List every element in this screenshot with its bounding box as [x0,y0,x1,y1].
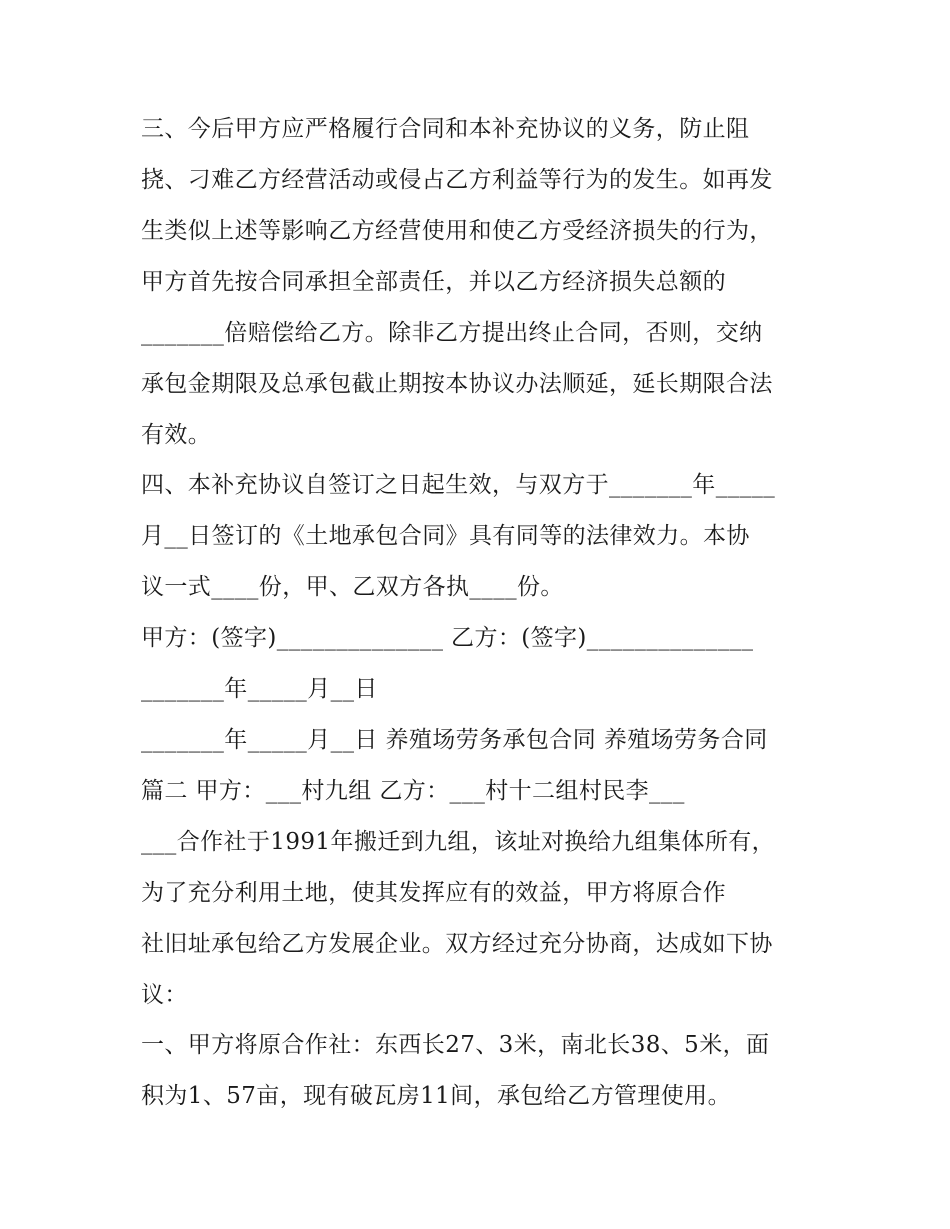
text-line: 为了充分利用土地，使其发挥应有的效益，甲方将原合作 [141,880,726,906]
text-line: _______倍赔偿给乙方。除非乙方提出终止合同，否则，交纳 [141,320,763,346]
date-line: _______年_____月__日 [141,676,378,702]
text-line: 积为1、57亩，现有破瓦房11间，承包给乙方管理使用。 [141,1083,731,1109]
text-line: 篇二 甲方：___村九组 乙方：___村十二组村民李___ [141,778,685,804]
text-line: 有效。 [141,422,212,448]
text-line: 社旧址承包给乙方发展企业。双方经过充分协商，达成如下协 [141,931,773,957]
text-line: 议一式____份，甲、乙双方各执____份。 [141,574,564,600]
text-line: ___合作社于1991年搬迁到九组，该址对换给九组集体所有， [141,829,776,855]
text-line: 一、甲方将原合作社：东西长27、3米，南北长38、5米，面 [141,1032,770,1058]
text-line: 承包金期限及总承包截止期按本协议办法顺延，延长期限合法 [141,371,773,397]
text-line: 三、今后甲方应严格履行合同和本补充协议的义务，防止阻 [141,116,750,142]
text-line: _______年_____月__日 养殖场劳务承包合同 养殖场劳务合同 [141,727,768,753]
text-line: 议： [141,982,188,1008]
signature-line: 甲方：(签字)______________ 乙方：(签字)______________ [141,625,754,651]
text-line: 甲方首先按合同承担全部责任，并以乙方经济损失总额的 [141,269,726,295]
text-line: 月__日签订的《土地承包合同》具有同等的法律效力。本协 [141,523,750,549]
text-line: 挠、刁难乙方经营活动或侵占乙方利益等行为的发生。如再发 [141,167,773,193]
text-line: 生类似上述等影响乙方经营使用和使乙方受经济损失的行为， [141,218,773,244]
text-line: 四、本补充协议自签订之日起生效，与双方于_______年_____ [141,472,776,498]
